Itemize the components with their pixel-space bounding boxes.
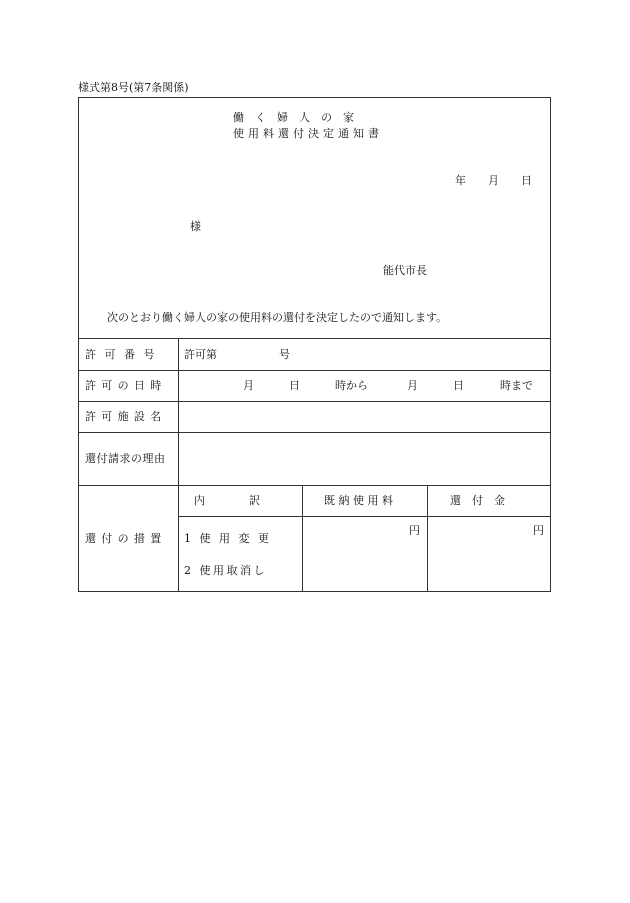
date-day: 日	[521, 174, 532, 187]
column-refund-header: 還 付 金	[450, 494, 505, 507]
to-time: 時まで	[500, 379, 533, 392]
title-line-2: 使用料還付決定通知書	[233, 127, 383, 140]
measures-label: 還付の措置	[85, 532, 167, 545]
title-line-1: 働 く 婦 人 の 家	[233, 111, 354, 124]
reason-label: 還付請求の理由	[85, 452, 166, 465]
permit-number-prefix: 許可第	[184, 348, 217, 361]
permit-number-suffix: 号	[279, 348, 290, 361]
measure-item-change: 1 使 用 変 更	[184, 532, 272, 545]
row-divider	[78, 370, 551, 371]
row-divider	[78, 338, 551, 339]
row-divider	[78, 432, 551, 433]
date-year: 年	[455, 174, 466, 187]
row-divider	[78, 401, 551, 402]
addressee-suffix: 様	[190, 220, 201, 233]
refund-yen-unit: 円	[533, 524, 544, 537]
date-month: 月	[488, 174, 499, 187]
paid-yen-unit: 円	[409, 524, 420, 537]
to-month: 月	[407, 379, 418, 392]
column-divider	[302, 485, 303, 592]
permit-number-label: 許可番号	[85, 348, 163, 361]
column-paid-header: 既納使用料	[324, 494, 397, 507]
from-month: 月	[243, 379, 254, 392]
permit-datetime-label: 許可の日時	[85, 379, 167, 392]
from-time: 時から	[335, 379, 368, 392]
form-label: 様式第8号(第7条関係)	[78, 81, 189, 94]
row-divider	[78, 485, 551, 486]
form-frame	[78, 97, 551, 592]
label-column-divider	[178, 338, 179, 592]
to-day: 日	[453, 379, 464, 392]
notice-text: 次のとおり働く婦人の家の使用料の還付を決定したので通知します。	[107, 311, 448, 324]
issuer: 能代市長	[383, 264, 427, 277]
header-divider	[178, 516, 551, 517]
facility-label: 許可施設名	[85, 410, 167, 423]
column-breakdown-header: 内 訳	[194, 494, 260, 507]
measure-item-cancel: 2 使用取消し	[184, 564, 267, 577]
column-divider	[427, 485, 428, 592]
from-day: 日	[289, 379, 300, 392]
